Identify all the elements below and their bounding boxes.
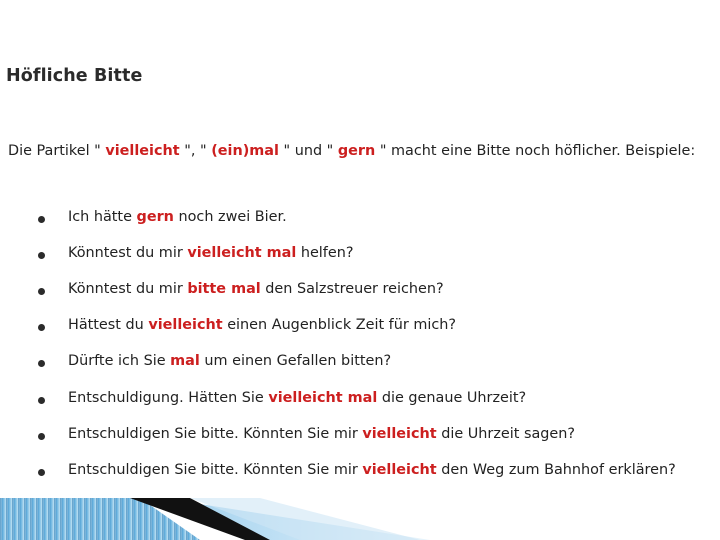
list-item — [68, 390, 526, 406]
example-text: Entschuldigen Sie bitte. Könnten Sie mir — [68, 462, 363, 478]
example-text: Ich hätte — [68, 209, 137, 225]
highlighted-particle: vielleicht — [105, 143, 180, 159]
decorative-footer-banner — [0, 498, 720, 540]
example-text: Entschuldigen Sie bitte. Könnten Sie mir — [68, 426, 363, 442]
example-text: die genaue Uhrzeit? — [377, 390, 527, 406]
highlighted-particle: vielleicht — [148, 317, 223, 333]
bullet-icon — [38, 324, 45, 331]
bullet-icon — [38, 288, 45, 295]
intro-text: Die Partikel " — [8, 143, 106, 159]
bullet-icon — [38, 252, 45, 259]
highlighted-particle: gern — [136, 209, 174, 225]
page-title: Höfliche Bitte — [6, 66, 143, 86]
highlighted-particle: bitte mal — [187, 281, 261, 297]
intro-text: " und " — [278, 143, 338, 159]
list-item — [68, 245, 353, 261]
highlighted-particle: vielleicht — [362, 462, 437, 478]
example-text: um einen Gefallen bitten? — [199, 353, 392, 369]
highlighted-particle: vielleicht mal — [268, 390, 378, 406]
list-item — [68, 317, 456, 333]
example-text: den Weg zum Bahnhof erklären? — [436, 462, 676, 478]
example-text: Könntest du mir — [68, 281, 188, 297]
example-text: helfen? — [296, 245, 354, 261]
list-item — [68, 353, 391, 369]
example-text: Dürfte ich Sie — [68, 353, 171, 369]
list-item — [68, 426, 575, 442]
bullet-icon — [38, 469, 45, 476]
example-text: die Uhrzeit sagen? — [436, 426, 576, 442]
example-text: noch zwei Bier. — [173, 209, 287, 225]
example-text: den Salzstreuer reichen? — [260, 281, 444, 297]
list-item — [68, 462, 676, 478]
highlighted-particle: gern — [337, 143, 376, 159]
highlighted-particle: vielleicht — [362, 426, 437, 442]
example-text: Entschuldigung. Hätten Sie — [68, 390, 269, 406]
bullet-icon — [38, 360, 45, 367]
highlighted-particle: vielleicht mal — [187, 245, 297, 261]
list-item — [68, 281, 444, 297]
bullet-icon — [38, 397, 45, 404]
example-text: Hättest du — [68, 317, 149, 333]
bullet-icon — [38, 216, 45, 223]
intro-text: " macht eine Bitte noch höflicher. Beispiele: — [375, 143, 696, 159]
intro-text: ", " — [179, 143, 212, 159]
list-item — [68, 209, 287, 225]
example-text: einen Augenblick Zeit für mich? — [222, 317, 457, 333]
example-text: Könntest du mir — [68, 245, 188, 261]
highlighted-particle: (ein)mal — [211, 143, 279, 159]
highlighted-particle: mal — [170, 353, 200, 369]
bullet-icon — [38, 433, 45, 440]
